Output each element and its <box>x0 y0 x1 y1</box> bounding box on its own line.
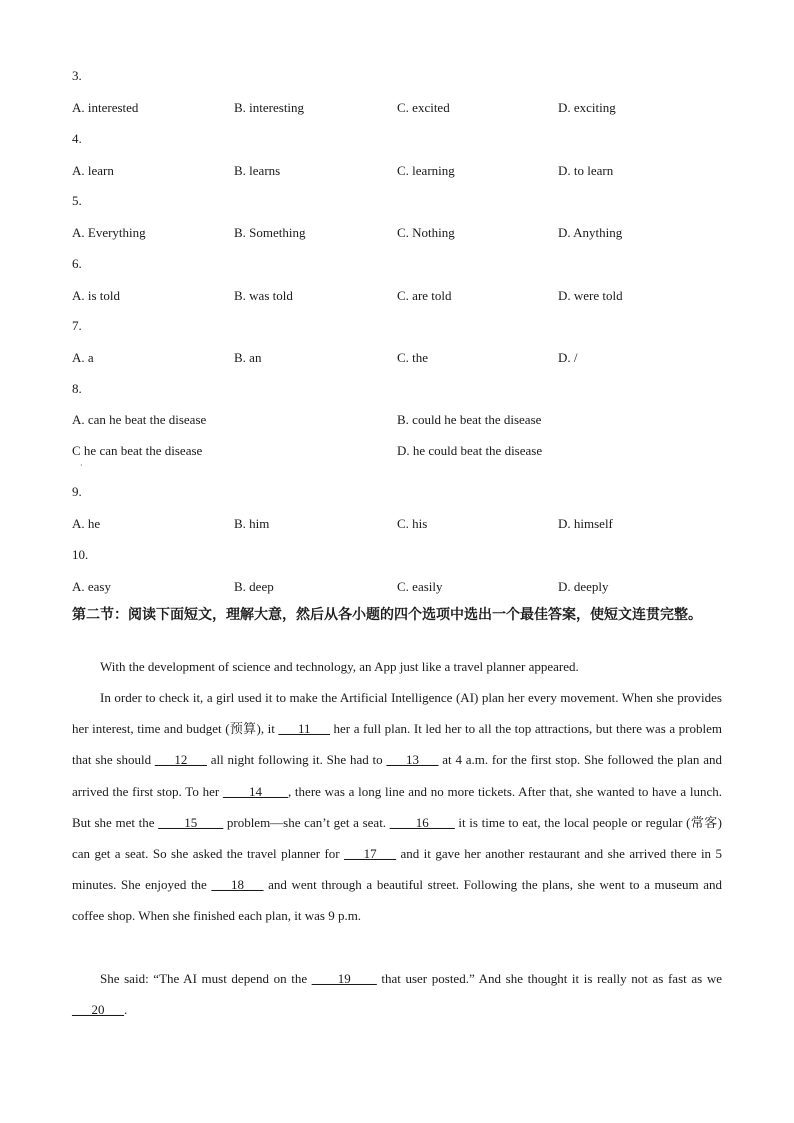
option-d[interactable]: D. / <box>558 350 578 365</box>
option-a[interactable]: A. is told <box>72 288 121 303</box>
option-c[interactable]: C he can beat the disease <box>72 443 203 458</box>
blank-14[interactable]: ____14____ <box>222 783 288 799</box>
option-d[interactable]: D. he could beat the disease <box>397 443 543 458</box>
option-a[interactable]: A. a <box>72 350 94 365</box>
passage-text: In order to check it, a girl used it to make the Artificial Intelligence (AI) plan her every movement. When she provides her interest, time and budget (预算), it <box>72 690 722 737</box>
passage-text: and went through a beautiful street. Following the plans, she went to a museum and coffee shop. When she finished each plan, it was 9 p.m. <box>72 877 723 924</box>
blank-16[interactable]: ____16____ <box>389 814 455 830</box>
option-d[interactable]: D. deeply <box>558 579 609 594</box>
option-c[interactable]: C. are told <box>397 288 452 303</box>
option-c[interactable]: C. excited <box>397 100 450 115</box>
blank-11[interactable]: ___11___ <box>278 721 330 737</box>
stray-dot: · <box>80 461 83 470</box>
passage-paragraph-1: With the development of science and technology, an App just like a travel planner appeared. <box>100 659 579 674</box>
option-b[interactable]: B. interesting <box>234 100 305 115</box>
passage-text: it is time to eat, the local people or regular (常客) can get a seat. So she asked the travel planner for <box>72 814 722 862</box>
option-b[interactable]: B. learns <box>234 163 281 178</box>
blank-18[interactable]: ___18___ <box>211 877 264 893</box>
option-a[interactable]: A. interested <box>72 100 139 115</box>
option-b[interactable]: B. could he beat the disease <box>397 412 542 427</box>
passage-paragraph-3 <box>72 963 722 1025</box>
option-b[interactable]: B. an <box>234 350 262 365</box>
passage-text: She said: “The AI must depend on the <box>100 971 312 986</box>
option-b[interactable]: B. Something <box>234 225 306 240</box>
option-d[interactable]: D. exciting <box>558 100 616 115</box>
question-number: 3. <box>72 68 82 83</box>
question-number: 8. <box>72 381 82 396</box>
passage-paragraph-2 <box>72 682 722 932</box>
passage-text: problem—she can’t get a seat. <box>223 814 390 830</box>
option-d[interactable]: D. himself <box>558 516 613 531</box>
option-a[interactable]: A. learn <box>72 163 114 178</box>
blank-19[interactable]: ____19____ <box>311 971 377 986</box>
passage-text: , there was a long line and no more tickets. After that, she wanted to have a lunch. But she met the <box>72 783 722 830</box>
option-c[interactable]: C. easily <box>397 579 443 594</box>
blank-20[interactable]: ___20___ <box>72 1002 124 1018</box>
blank-12[interactable]: ___12___ <box>154 752 207 768</box>
option-a[interactable]: A. Everything <box>72 225 146 240</box>
option-a[interactable]: A. he <box>72 516 101 531</box>
option-c[interactable]: C. his <box>397 516 428 531</box>
passage-text: . <box>124 1002 128 1018</box>
option-a[interactable]: A. easy <box>72 579 111 594</box>
passage-text: at 4 a.m. for the first stop. She followed the plan and arrived the first stop. To her <box>72 752 722 799</box>
question-number: 5. <box>72 193 82 208</box>
option-b[interactable]: B. deep <box>234 579 274 594</box>
question-number: 10. <box>72 547 89 562</box>
passage-text: that user posted.” And she thought it is really not as fast as we <box>376 971 722 986</box>
question-number: 7. <box>72 318 82 333</box>
blank-13[interactable]: ___13___ <box>386 752 439 768</box>
blank-15[interactable]: ____15____ <box>158 814 224 830</box>
passage-text: her a full plan. It led her to all the top attractions, but there was a problem that she should <box>72 721 722 768</box>
option-d[interactable]: D. to learn <box>558 163 614 178</box>
option-d[interactable]: D. were told <box>558 288 623 303</box>
question-number: 6. <box>72 256 82 271</box>
passage-text: and it gave her another restaurant and she arrived there in 5 minutes. She enjoyed the <box>72 846 722 893</box>
question-number: 4. <box>72 131 82 146</box>
option-c[interactable]: C. learning <box>397 163 455 178</box>
option-d[interactable]: D. Anything <box>558 225 623 240</box>
question-number: 9. <box>72 484 82 499</box>
section-heading: 第二节：阅读下面短文，理解大意，然后从各小题的四个选项中选出一个最佳答案，使短文连贯完整。 <box>72 607 702 623</box>
option-a[interactable]: A. can he beat the disease <box>72 412 207 427</box>
option-c[interactable]: C. the <box>397 350 429 365</box>
passage-text: all night following it. She had to <box>206 752 387 768</box>
option-b[interactable]: B. him <box>234 516 270 531</box>
option-c[interactable]: C. Nothing <box>397 225 455 240</box>
option-b[interactable]: B. was told <box>234 288 293 303</box>
blank-17[interactable]: ___17___ <box>344 846 397 862</box>
